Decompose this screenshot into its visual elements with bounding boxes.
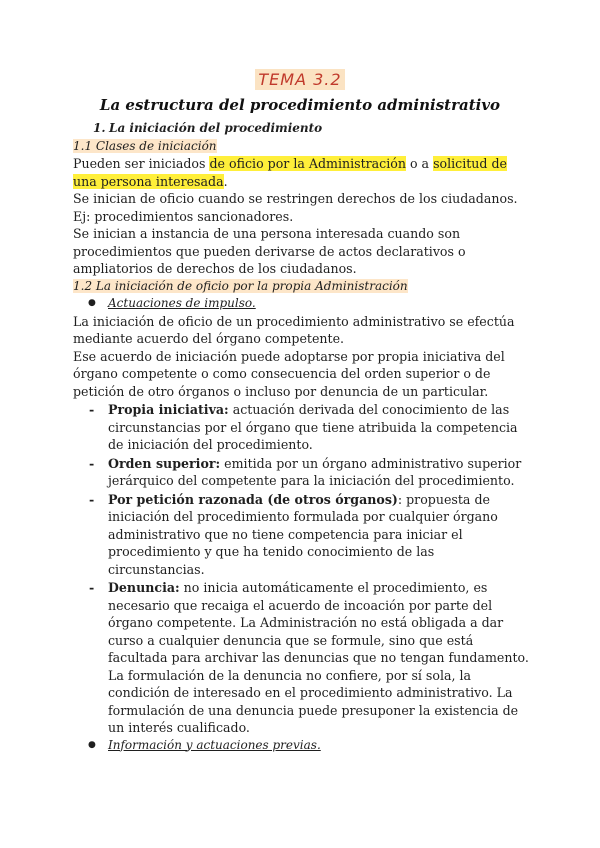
- paragraph-acuerdo-iniciacion: Ese acuerdo de iniciación puede adoptarse por propia iniciativa del órgano competente o como consecuencia del orden superior o de petición de otro órganos o incluso por denuncia de un particular.: [73, 348, 505, 399]
- topic-label: TEMA 3.2: [0, 70, 600, 89]
- document-title: La estructura del procedimiento administrativo: [99, 96, 501, 114]
- paragraph-acuerdo: La iniciación de oficio de un procedimiento administrativo se efectúa mediante acuerdo del órgano competente.: [73, 313, 515, 346]
- subsection-heading-1-2: 1.2 La iniciación de oficio por la propia Administración: [73, 278, 408, 293]
- denuncia-extra-paragraph: La formulación de la denuncia no confiere, por sí sola, la condición de interesado en el procedimiento administrativo. La formulación de una denuncia puede presuponer la existencia de un interés cualificado.: [108, 667, 519, 735]
- section-heading: 1. La iniciación del procedimiento: [93, 121, 323, 135]
- paragraph-de-oficio: Se inician de oficio cuando se restringen derechos de los ciudadanos. Ej: procedimientos sancionadores.: [73, 191, 518, 224]
- paragraph-initiation-types: Pueden ser iniciados de oficio por la Administración o a solicitud de una persona interesada.: [73, 156, 507, 189]
- bullet-actuaciones-impulso: ● Actuaciones de impulso.: [73, 295, 533, 313]
- document-body: [73, 120, 533, 754]
- paragraph-instancia: Se inician a instancia de una persona interesada cuando son procedimientos que pueden derivarse de actos declarativos o ampliatorios de derechos de los ciudadanos.: [73, 226, 466, 276]
- list-item-denuncia: - Denuncia: no inicia automáticamente el procedimiento, es necesario que recaiga el acuerdo de incoación por parte del órgano competente. La Administración no está obligada a dar curso a cualquier denuncia que se formule, sino que está facultada para archivar las denuncias que no tengan fundamento. La formulación de la denuncia no confiere, por sí sola, la condición de interesado en el procedimiento administrativo. La formulación de una denuncia puede presuponer la existencia de un interés cualificado.: [73, 579, 533, 737]
- list-item-peticion-razonada: - Por petición razonada (de otros órganos): propuesta de iniciación del procedimiento formulada por cualquier órgano administrativo que no tiene competencia para iniciar el procedimiento y que ha tenido conocimiento de las circunstancias.: [89, 491, 498, 577]
- subsection-heading-1-1: 1.1 Clases de iniciación: [73, 138, 217, 153]
- bullet-informacion-actuaciones: ● Información y actuaciones previas.: [73, 737, 533, 755]
- list-item-orden-superior: - Orden superior: emitida por un órgano administrativo superior jerárquico del competente para la iniciación del procedimiento.: [89, 455, 522, 488]
- list-item-propia-iniciativa: - Propia iniciativa: actuación derivada del conocimiento de las circunstancias por el órgano que tiene atribuida la competencia de iniciación del procedimiento.: [89, 402, 518, 452]
